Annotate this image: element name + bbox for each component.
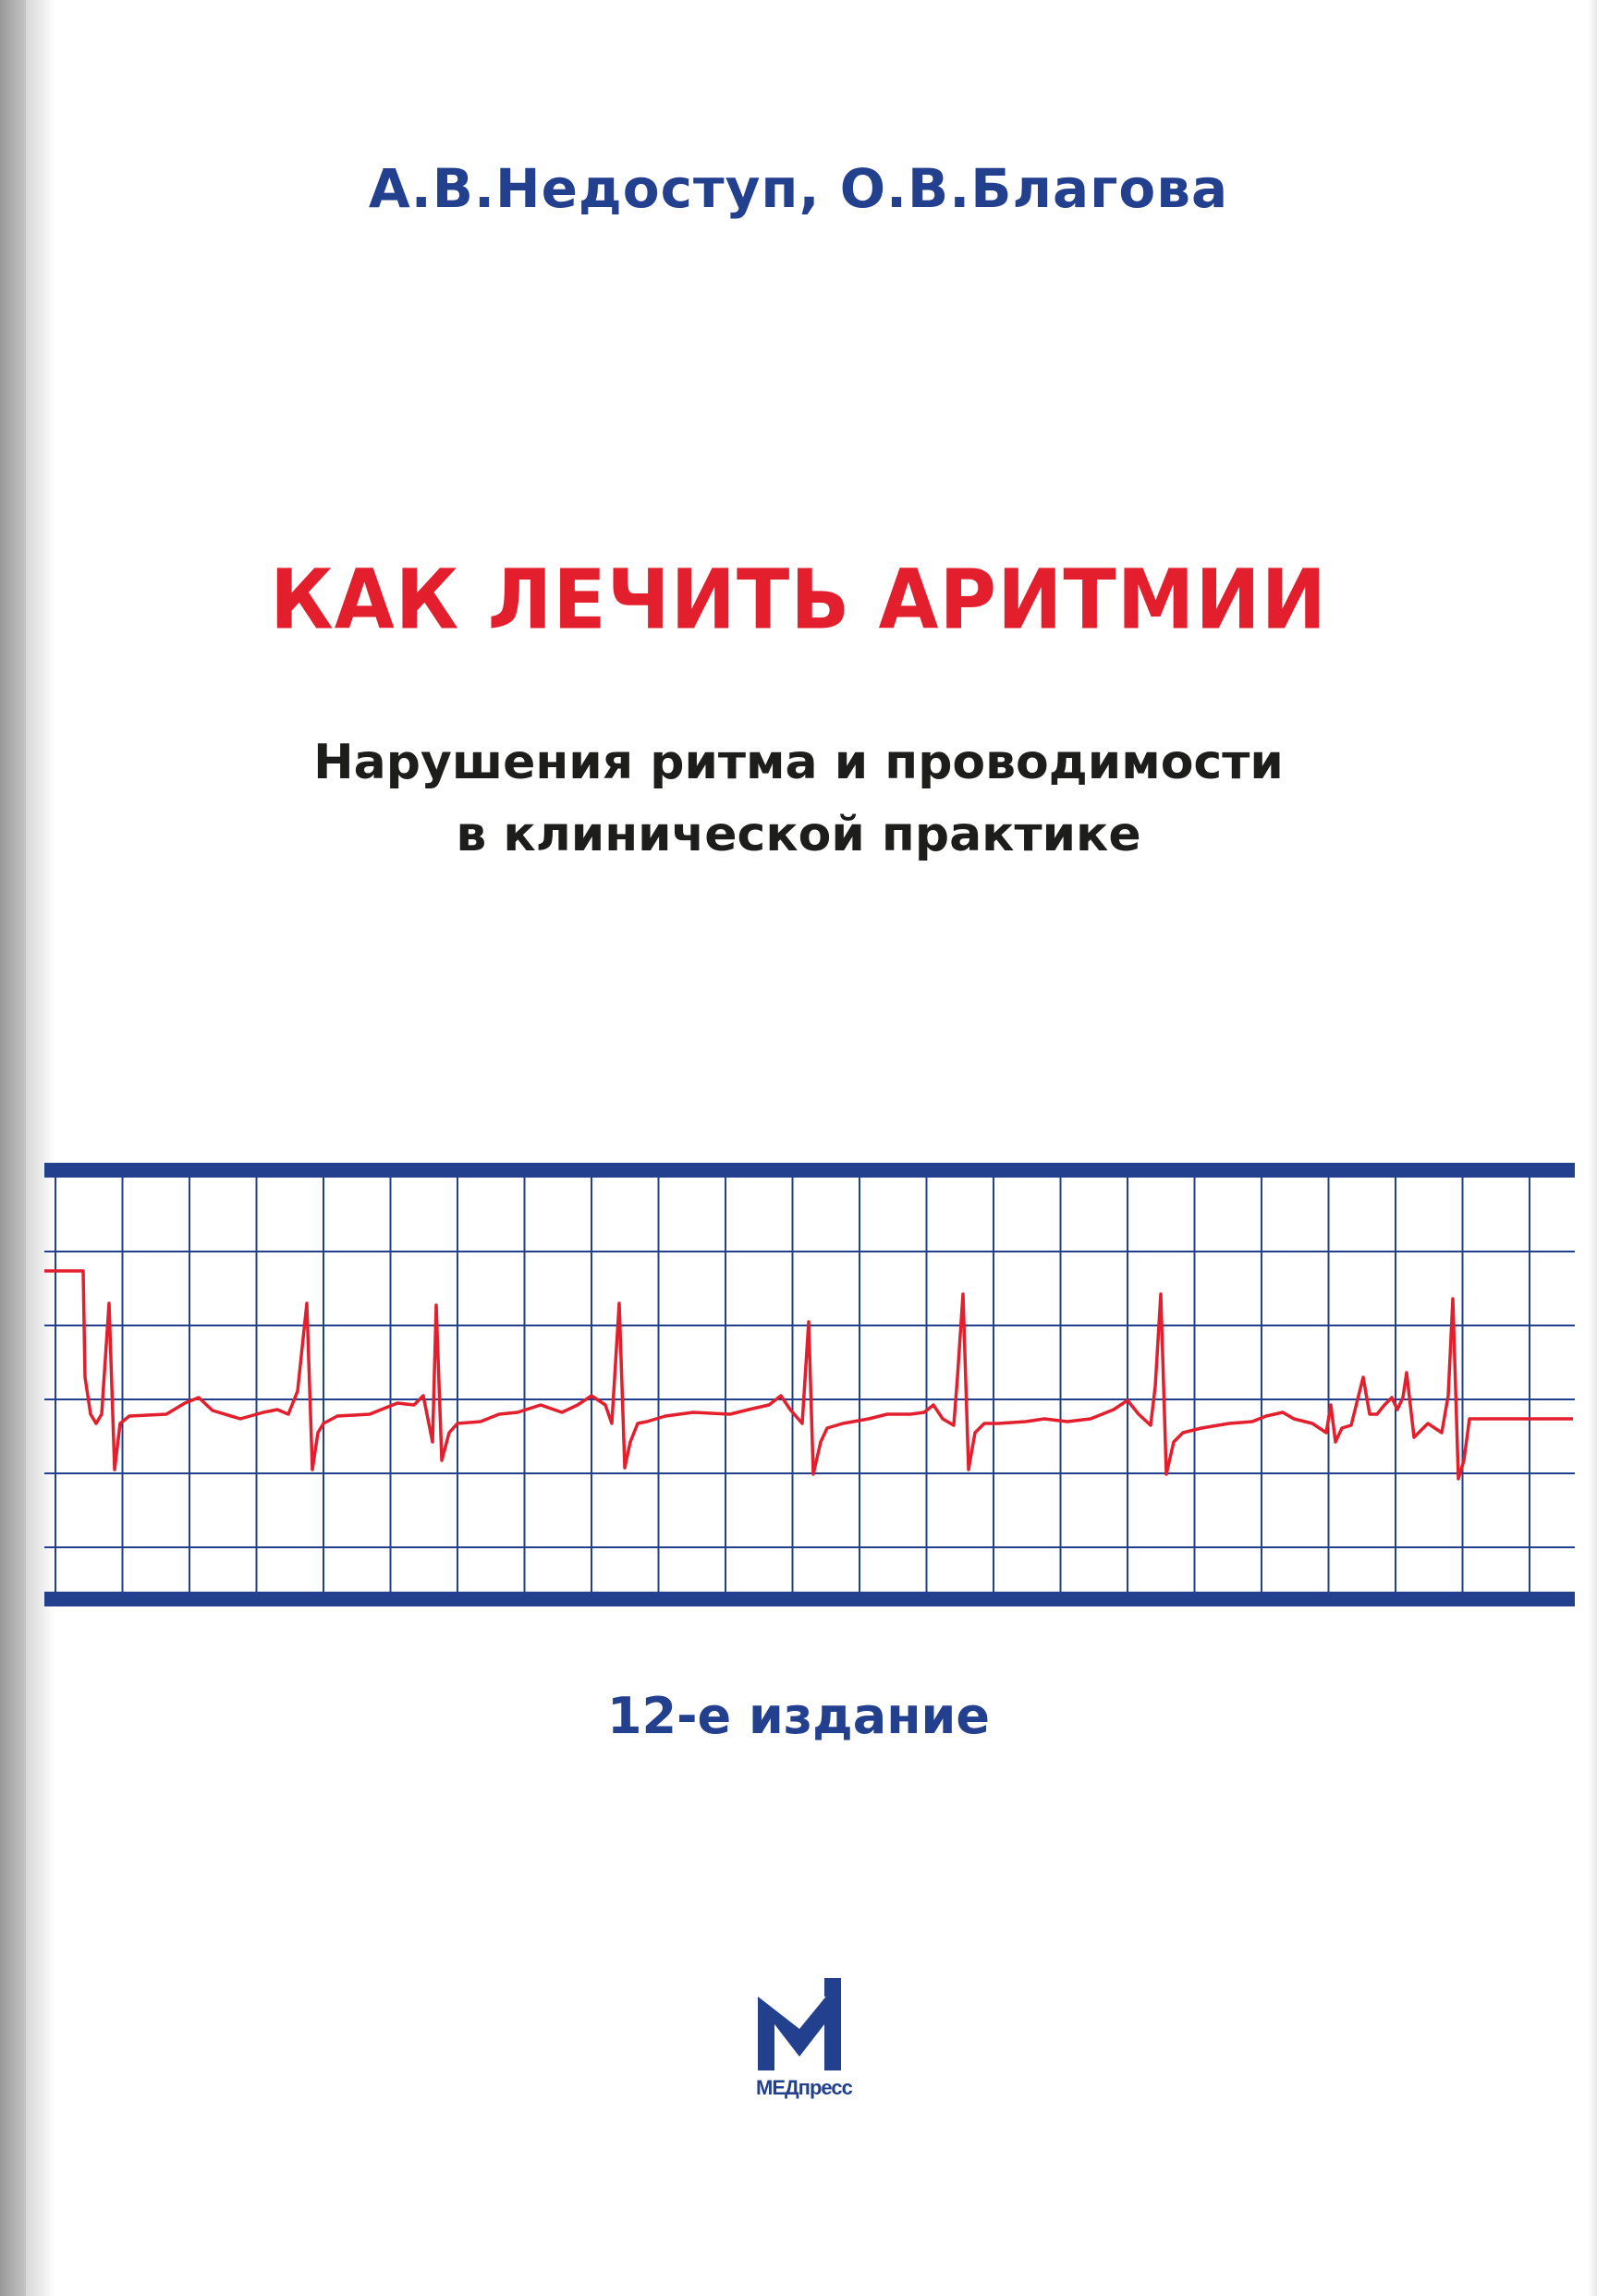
ecg-bottom-bar: [44, 1592, 1575, 1606]
ecg-top-bar: [44, 1163, 1575, 1178]
edition: 12-е издание: [606, 1687, 991, 1745]
ecg-trace: [44, 1271, 1573, 1479]
subtitle-line-2: в клинической практике: [456, 807, 1141, 862]
publisher-name: МЕДпресс: [756, 2076, 852, 2099]
spine-shadow: [0, 0, 26, 2296]
authors: А.В.Недоступ, О.В.Благова: [368, 157, 1229, 220]
book-title: КАК ЛЕЧИТЬ АРИТМИИ: [270, 552, 1327, 648]
publisher-logo-side-text: информ: [825, 2006, 839, 2055]
subtitle-line-1: Нарушения ритма и проводимости: [313, 735, 1284, 790]
book-subtitle: [0, 727, 1597, 871]
ecg-strip: [0, 1155, 1597, 1618]
page-edge: [1588, 0, 1597, 2296]
